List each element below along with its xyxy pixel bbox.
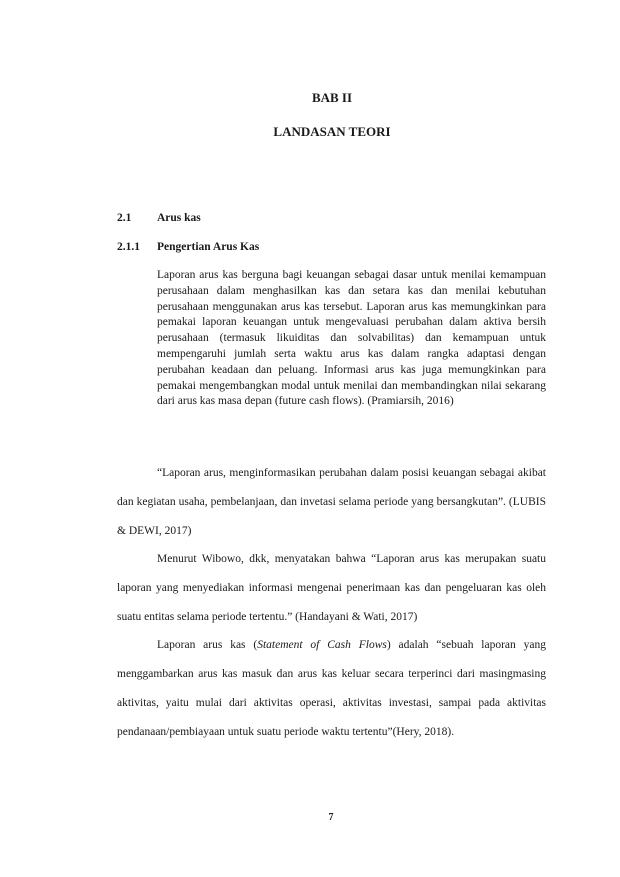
paragraph-quote-lubis	[117, 459, 546, 546]
paragraph-text: “Laporan arus, menginformasikan perubahan dalam posisi keuangan sebagai akibat dan kegiatan usaha, pembelanjaan, dan invetasi selama periode yang bersangkutan”. (LUBIS & DEWI, 2017)	[117, 467, 546, 537]
section-title: Arus kas	[157, 212, 201, 224]
chapter-title: LANDASAN TEORI	[273, 124, 391, 139]
chapter-number: BAB II	[311, 90, 353, 105]
paragraph-wibowo	[117, 545, 546, 632]
section-title: Pengertian Arus Kas	[157, 241, 260, 253]
paragraph-text-end: ) adalah “sebuah laporan yang menggambarkan arus kas masuk dan arus kas keluar secara terperinci dari masingmasing aktivitas, yaitu mulai dari aktivitas operasi, aktivitas investasi, sampai pada aktivitas pendanaan/pembiayaan untuk suatu periode waktu tertentu”(Hery, 2018).	[117, 639, 547, 738]
paragraph-italic-term: Statement of Cash Flows	[257, 639, 387, 651]
paragraph-text: Menurut Wibowo, dkk, menyatakan bahwa “Laporan arus kas merupakan suatu laporan yang menyediakan informasi mengenai penerimaan kas dan pengeluaran kas oleh suatu entitas selama periode tertentu.” (Handayani & Wati, 2017)	[117, 553, 546, 623]
paragraph-text-start: Laporan arus kas (	[157, 639, 258, 651]
page-number: 7	[328, 812, 334, 823]
paragraph-block-quote: Laporan arus kas berguna bagi keuangan sebagai dasar untuk menilai kemampuan perusahaan dalam menghasilkan kas dan setara kas dan menilai kebutuhan perusahaan menggunakan arus kas tersebut. Laporan arus kas memungkinkan para pemakai laporan keuangan untuk mengevaluasi perubahan dalam aktiva bersih perusahaan (termasuk likuiditas dan solvabilitas) dan kemampuan untuk mempengaruhi jumlah serta waktu arus kas dalam rangka adaptasi dengan perubahan keadaan dan peluang. Informasi arus kas juga memungkinkan para pemakai mengembangkan modal untuk menilai dan membandingkan nilai sekarang dari arus kas masa depan (future cash flows). (Pramiarsih, 2016)	[157, 269, 546, 408]
paragraph-statement-cash-flows	[117, 631, 546, 747]
section-number: 2.1.1	[117, 241, 140, 253]
section-number: 2.1	[117, 212, 132, 224]
